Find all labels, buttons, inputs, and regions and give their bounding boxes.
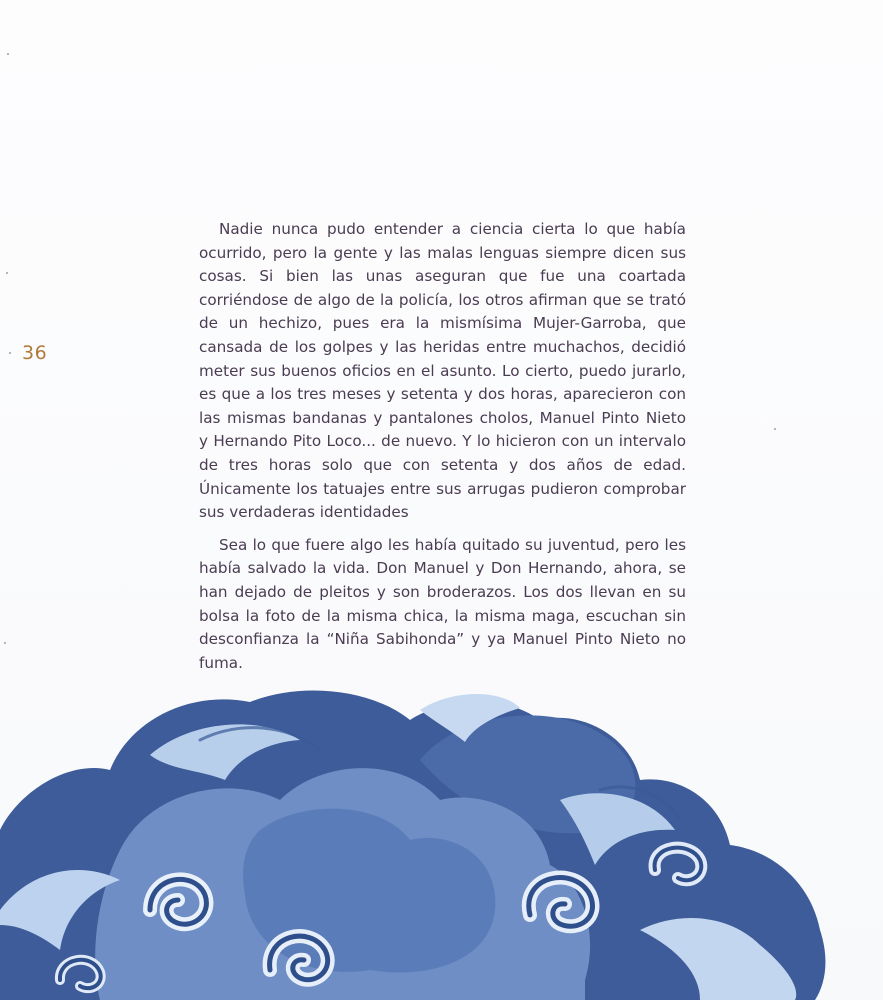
paper-speck [4,642,6,644]
paragraph: Nadie nunca pudo entender a ciencia cierta lo que había ocurrido, pero la gente y las malas lenguas siempre dicen sus cosas. Si bien las unas aseguran que fue una coartada corriéndose de algo de la policía, los otros afirman que se trató de un hechizo, pues era la mismísima Mujer-Garroba, que cansada de los golpes y las heridas entre muchachos, decidió meter sus buenos oficios en el asunto. Lo cierto, puedo jurarlo, es que a los tres meses y setenta y dos horas, aparecieron con las mismas bandanas y pantalones cholos, Manuel Pinto Nieto y Hernando Pito Loco... de nuevo. Y lo hicieron con un intervalo de tres horas solo que con setenta y dos años de edad. Únicamente los tatuajes entre sus arrugas pudieron comprobar sus verdaderas identidades [199,220,686,522]
page-number: 36 [22,342,48,364]
paper-speck [774,428,776,430]
body-text [199,218,686,675]
paper-speck [9,352,11,354]
paper-speck [6,272,8,274]
paper-speck [7,53,9,55]
paragraph: Sea lo que fuere algo les había quitado su juventud, pero les había salvado la vida. Don Manuel y Don Hernando, ahora, se han dejado de pleitos y son broderazos. Los dos llevan en su bolsa la foto de la misma chica, la misma maga, escuchan sin desconfianza la “Niña Sabihonda” y ya Manuel Pinto Nieto no fuma. [199,535,686,672]
cloud-swirl-illustration [0,680,883,1000]
